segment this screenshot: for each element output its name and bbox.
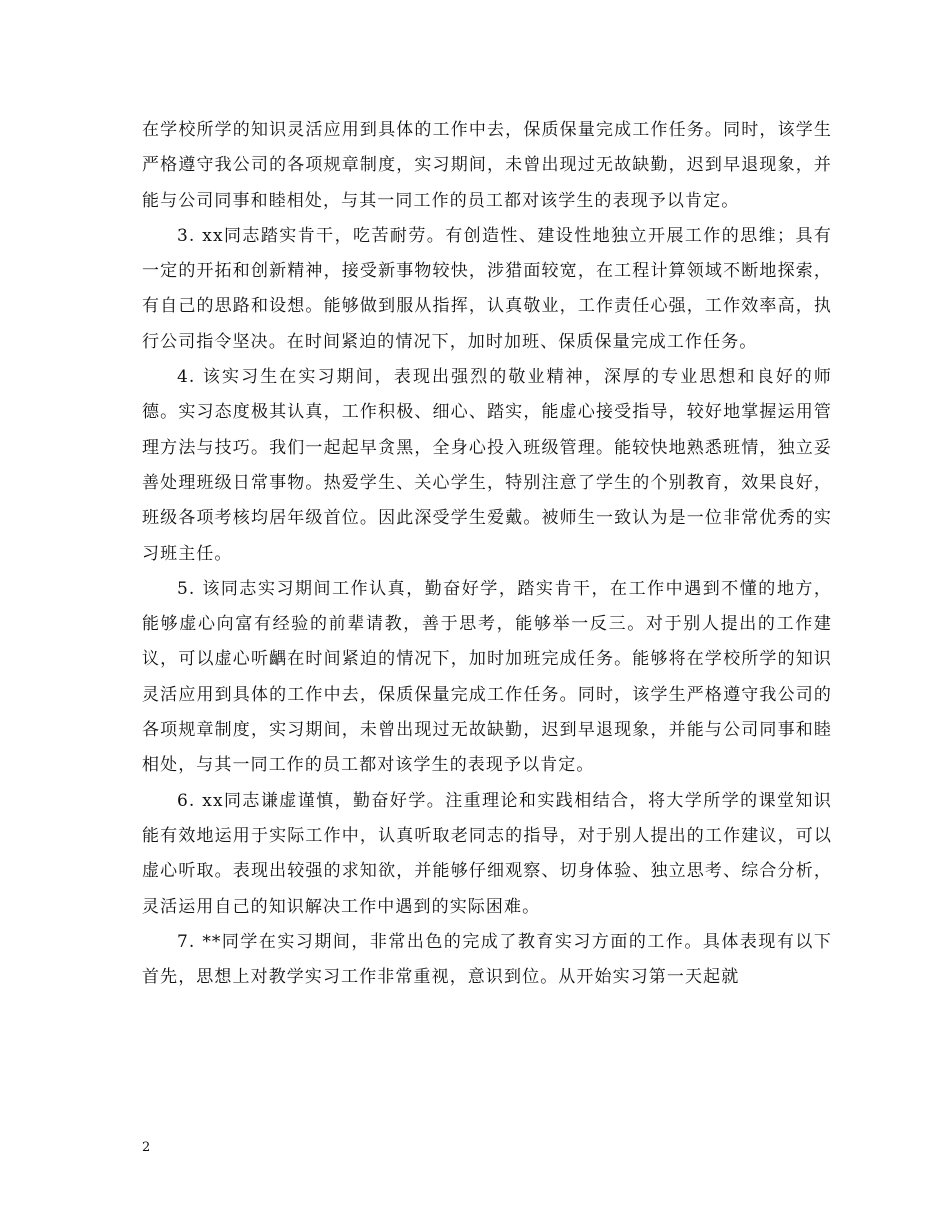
paragraph-item-4: 4. 该实习生在实习期间，表现出强烈的敬业精神，深厚的专业思想和良好的师德。实习态度极其认真，工作积极、细心、踏实，能虚心接受指导，较好地掌握运用管理方法与技巧。我们一起起早贪黑，全身心投入班级管理。能较快地熟悉班情，独立妥善处理班级日常事物。热爱学生、关心学生，特别注意了学生的个别教育，效果良好，班级各项考核均居年级首位。因此深受学生爱戴。被师生一致认为是一位非常优秀的实习班主任。 (142, 367, 832, 564)
paragraph-continuation: 在学校所学的知识灵活应用到具体的工作中去，保质保量完成工作任务。同时，该学生严格遵守我公司的各项规章制度，实习期间，未曾出现过无故缺勤，迟到早退现象，并能与公司同事和睦相处，与其一同工作的员工都对该学生的表现予以肯定。 (142, 120, 832, 211)
paragraph-item-6: 6. xx同志谦虚谨慎，勤奋好学。注重理论和实践相结合，将大学所学的课堂知识能有效地运用于实际工作中，认真听取老同志的指导，对于别人提出的工作建议，可以虚心听取。表现出较强的求知欲，并能够仔细观察、切身体验、独立思考、综合分析，灵活运用自己的知识解决工作中遇到的实际困难。 (142, 790, 832, 917)
paragraph-item-3: 3. xx同志踏实肯干，吃苦耐劳。有创造性、建设性地独立开展工作的思维；具有一定的开拓和创新精神，接受新事物较快，涉猎面较宽，在工程计算领域不断地探索，有自己的思路和设想。能够做到服从指挥，认真敬业，工作责任心强，工作效率高，执行公司指令坚决。在时间紧迫的情况下，加时加班、保质保量完成工作任务。 (142, 225, 832, 352)
paragraph-item-5: 5. 该同志实习期间工作认真，勤奋好学，踏实肯干，在工作中遇到不懂的地方，能够虚心向富有经验的前辈请教，善于思考，能够举一反三。对于别人提出的工作建议，可以虚心听齵在时间紧迫的情况下，加时加班完成任务。能够将在学校所学的知识灵活应用到具体的工作中去，保质保量完成工作任务。同时，该学生严格遵守我公司的各项规章制度，实习期间，未曾出现过无故缺勤，迟到早退现象，并能与公司同事和睦相处，与其一同工作的员工都对该学生的表现予以肯定。 (142, 578, 832, 776)
document-body (142, 113, 832, 995)
page-number: 2 (142, 1140, 151, 1155)
paragraph-item-7: 7. **同学在实习期间，非常出色的完成了教育实习方面的工作。具体表现有以下首先，思想上对教学实习工作非常重视，意识到位。从开始实习第一天起就 (142, 931, 832, 988)
